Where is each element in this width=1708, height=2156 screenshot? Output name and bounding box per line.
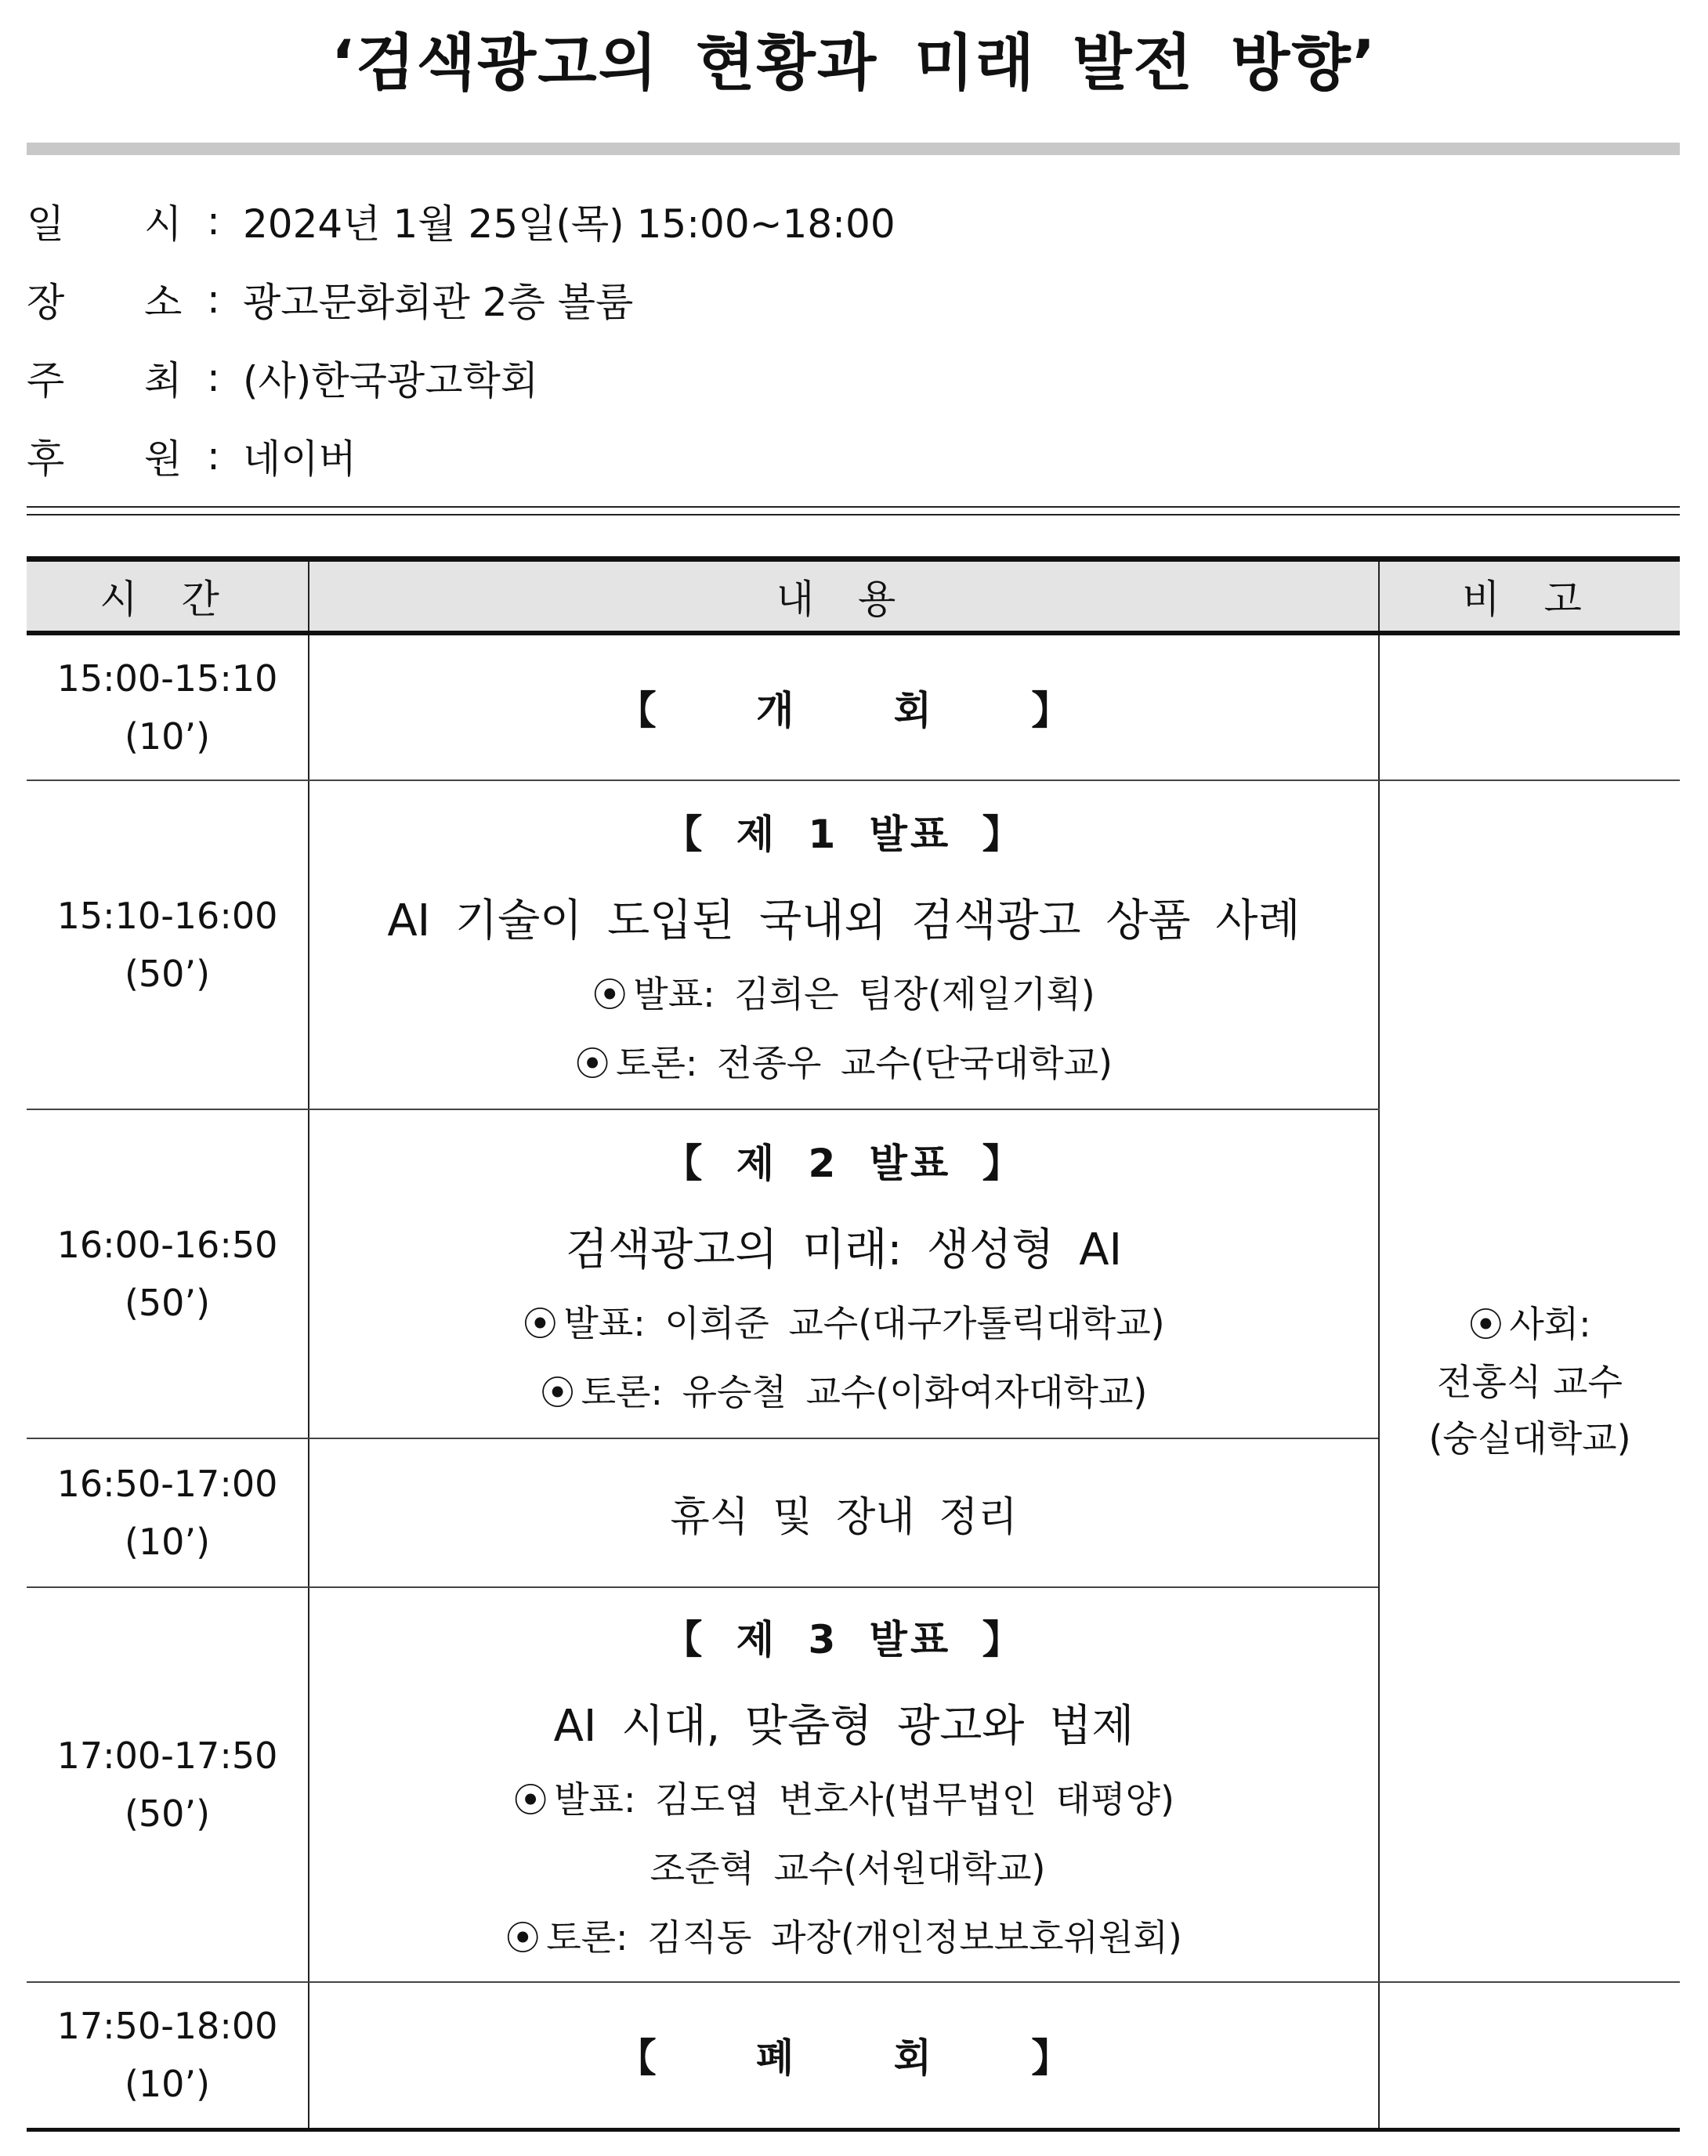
- presenter-line: [309, 1295, 1378, 1347]
- time-cell: [27, 1109, 309, 1438]
- time-range: 15:00-15:10: [56, 657, 278, 700]
- duration: (10’): [124, 2063, 211, 2106]
- content-cell: [309, 1109, 1379, 1438]
- presenter-line: [309, 1771, 1378, 1823]
- header-time: 시 간: [27, 559, 309, 634]
- schedule-table: [27, 556, 1680, 2132]
- event-info: [27, 182, 1680, 495]
- info-row-venue: [27, 260, 1680, 338]
- presenter: 발표: 이희준 교수(대구가톨릭대학교): [563, 1302, 1165, 1344]
- discussant: 토론: 전종우 교수(단국대학교): [616, 1042, 1113, 1084]
- schedule-table-wrapper: [27, 556, 1680, 2132]
- talk-title: 검색광고의 미래: 생성형 AI: [565, 1225, 1123, 1275]
- info-key: 원: [144, 436, 183, 482]
- time-cell: [27, 1587, 309, 1982]
- time-range: 16:00-16:50: [56, 1224, 278, 1266]
- info-key: 시: [144, 201, 183, 247]
- bullet-icon: ⦿: [1468, 1305, 1504, 1345]
- header-content: 내 용: [309, 559, 1379, 634]
- info-key: 일: [27, 201, 65, 247]
- presenter2-line: 조준혁 교수(서원대학교): [650, 1847, 1046, 1890]
- info-key: 주: [27, 358, 65, 403]
- bullet-icon: ⦿: [575, 1044, 610, 1084]
- content-cell: [309, 1982, 1379, 2129]
- table-header-row: [27, 559, 1680, 634]
- content-cell: [309, 780, 1379, 1109]
- moderator-affiliation: (숭실대학교): [1428, 1417, 1631, 1460]
- info-key: 후: [27, 436, 65, 482]
- section-divider: [27, 506, 1680, 508]
- moderator-name: 전홍식 교수: [1437, 1361, 1623, 1403]
- info-colon: :: [207, 198, 220, 244]
- info-value: (사)한국광고학회: [243, 358, 539, 403]
- discussant: 토론: 유승철 교수(이화여자대학교): [581, 1371, 1148, 1413]
- time-range: 17:50-18:00: [56, 2005, 278, 2048]
- time-range: 17:00-17:50: [56, 1735, 278, 1777]
- moderator-cell: [1379, 780, 1680, 1982]
- discussant-line: [309, 1035, 1378, 1087]
- table-row: [27, 780, 1680, 1109]
- break-label: 휴식 및 장내 정리: [670, 1493, 1018, 1541]
- document-title: ‘검색광고의 현황과 미래 발전 방향’: [331, 28, 1377, 99]
- info-colon: :: [207, 277, 220, 322]
- moderator-label: ⦿ 사회:: [1468, 1303, 1591, 1345]
- time-cell: [27, 1982, 309, 2129]
- session-label: 【 제 1 발표 】: [663, 812, 1025, 857]
- table-row: [27, 633, 1680, 780]
- info-value: 광고문화회관 2층 볼룸: [243, 280, 634, 325]
- session-label: 【 제 3 발표 】: [663, 1617, 1025, 1662]
- content-cell: [309, 633, 1379, 780]
- session-label: 【 제 2 발표 】: [663, 1141, 1025, 1186]
- bullet-icon: ⦿: [592, 975, 628, 1015]
- section-divider: [27, 514, 1680, 515]
- presenter: 발표: 김희은 팀장(제일기획): [633, 973, 1095, 1015]
- duration: (10’): [124, 1521, 211, 1563]
- time-range: 16:50-17:00: [56, 1463, 278, 1505]
- table-row: [27, 1982, 1680, 2129]
- info-key: 장: [27, 280, 65, 325]
- bullet-icon: ⦿: [513, 1781, 548, 1821]
- bullet-icon: ⦿: [523, 1304, 558, 1344]
- info-colon: :: [207, 433, 220, 479]
- time-cell: [27, 633, 309, 780]
- presenter-line: [309, 966, 1378, 1018]
- info-value: 네이버: [243, 436, 356, 482]
- presenter: 발표: 김도엽 변호사(법무법인 태평양): [554, 1778, 1174, 1821]
- duration: (10’): [124, 715, 211, 758]
- session-label: 【 개 회 】: [617, 688, 1071, 733]
- info-value: 2024년 1월 25일(목) 15:00~18:00: [243, 201, 896, 247]
- info-colon: :: [207, 355, 220, 400]
- discussant-line: [309, 1909, 1378, 1961]
- content-cell: [309, 1587, 1379, 1982]
- info-row-sponsor: [27, 417, 1680, 495]
- talk-title: AI 기술이 도입된 국내외 검색광고 상품 사례: [387, 895, 1301, 946]
- discussant: 토론: 김직동 과장(개인정보보호위원회): [546, 1916, 1182, 1959]
- time-range: 15:10-16:00: [56, 895, 278, 937]
- header-note: 비 고: [1379, 559, 1680, 634]
- talk-title: AI 시대, 맞춤형 광고와 법제: [553, 1701, 1134, 1752]
- duration: (50’): [124, 953, 211, 995]
- info-key: 최: [144, 358, 183, 403]
- note-cell: [1379, 633, 1680, 780]
- bullet-icon: ⦿: [505, 1919, 541, 1959]
- duration: (50’): [124, 1792, 211, 1835]
- session-label: 【 폐 회 】: [617, 2035, 1071, 2082]
- time-cell: [27, 780, 309, 1109]
- time-cell: [27, 1438, 309, 1587]
- info-row-host: [27, 338, 1680, 417]
- info-row-date: [27, 182, 1680, 260]
- content-cell: [309, 1438, 1379, 1587]
- discussant-line: [309, 1364, 1378, 1416]
- info-key: 소: [144, 280, 183, 325]
- note-cell: [1379, 1982, 1680, 2129]
- title-divider: [27, 143, 1680, 155]
- duration: (50’): [124, 1282, 211, 1324]
- bullet-icon: ⦿: [540, 1373, 575, 1413]
